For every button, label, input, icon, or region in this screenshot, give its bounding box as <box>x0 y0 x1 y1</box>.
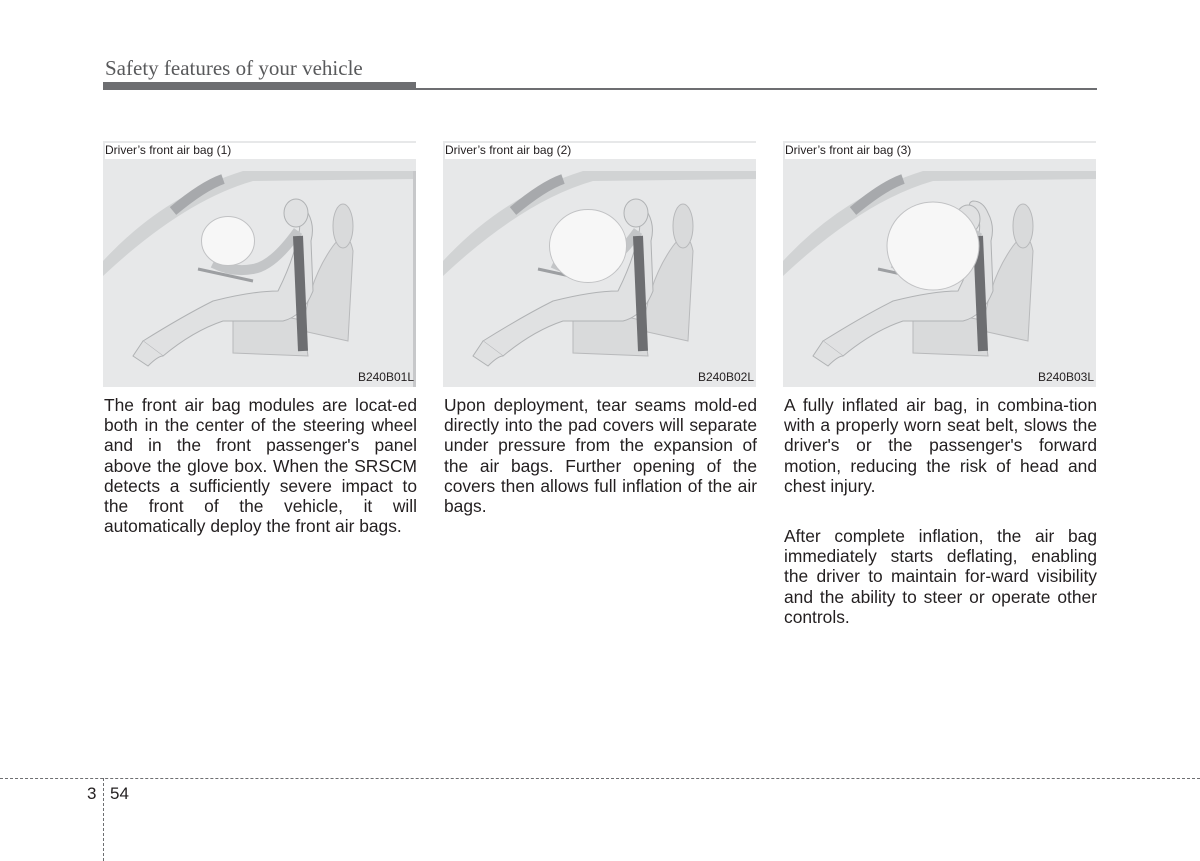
airbag-small-illustration <box>103 141 416 387</box>
page-number: 54 <box>110 784 129 803</box>
airbag-shape <box>550 210 627 283</box>
body-paragraph: After complete inflation, the air bag immediately starts deflating, enabling the driver to maintain for-ward visibility and the ability to steer or operate other controls. <box>784 526 1097 627</box>
body-paragraph: The front air bag modules are locat-ed both in the center of the steering wheel and in the front passenger's panel above the glove box. When the SRSCM detects a sufficiently severe impact to the front of the vehicle, it will automatically deploy the front air bags. <box>104 395 417 537</box>
figure-code: B240B03L <box>1037 370 1094 384</box>
header-rule-thin <box>416 88 1097 90</box>
airbag-full-illustration <box>783 141 1096 387</box>
airbag-shape <box>887 202 979 290</box>
figure-caption: Driver’s front air bag (1) <box>105 143 416 159</box>
footer-dashed-divider <box>103 778 104 861</box>
airbag-inflating-illustration <box>443 141 756 387</box>
figure-caption: Driver’s front air bag (2) <box>445 143 756 159</box>
figure-code: B240B01L <box>357 370 414 384</box>
figure-airbag-1 <box>103 141 416 387</box>
body-paragraph: A fully inflated air bag, in combina-tion with a properly worn seat belt, slows the driver's or the passenger's forward motion, reducing the risk of head and chest injury. <box>784 395 1097 496</box>
body-paragraph: Upon deployment, tear seams mold-ed directly into the pad covers will separate under pressure from the expansion of the air bags. Further opening of the covers then allows full inflation of the air bags. <box>444 395 757 517</box>
figure-code: B240B02L <box>697 370 754 384</box>
figure-airbag-3 <box>783 141 1096 387</box>
header-rule-thick <box>103 82 416 90</box>
figure-caption: Driver’s front air bag (3) <box>785 143 1096 159</box>
footer-dashed-rule <box>0 778 1200 779</box>
chapter-number: 3 <box>87 784 97 803</box>
section-header-title: Safety features of your vehicle <box>105 56 363 80</box>
figure-airbag-2 <box>443 141 756 387</box>
airbag-shape <box>202 217 255 266</box>
